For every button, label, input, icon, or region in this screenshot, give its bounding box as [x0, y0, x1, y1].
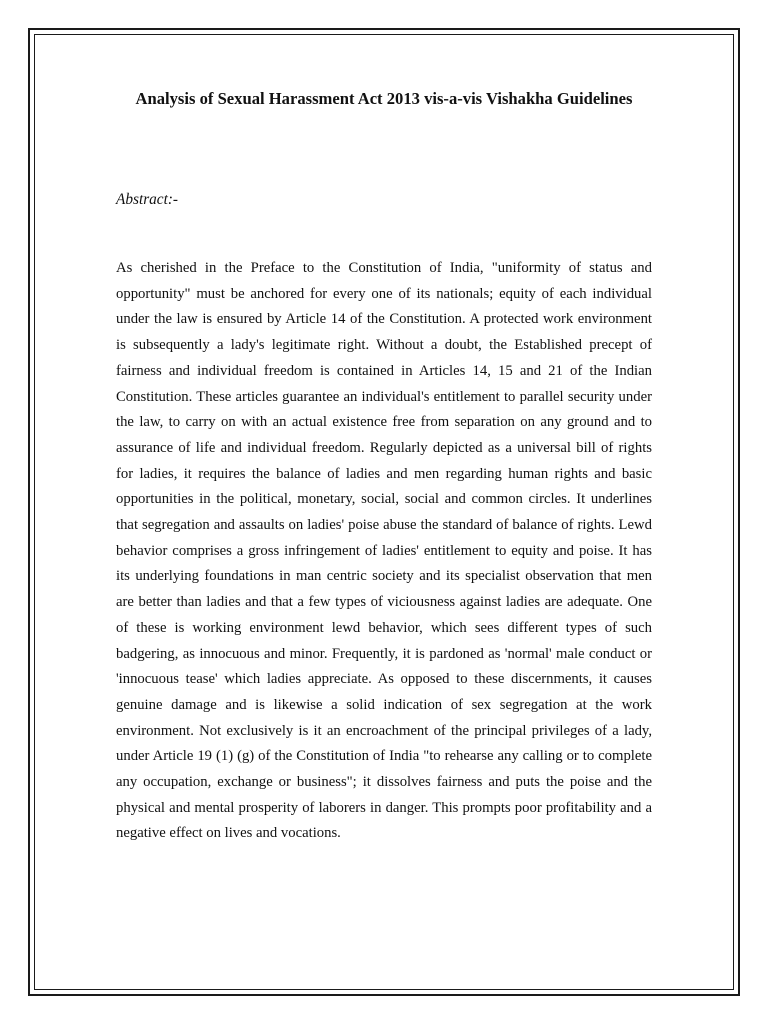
- abstract-heading: Abstract:-: [116, 191, 179, 208]
- abstract-paragraph: As cherished in the Preface to the Constitution of India, "uniformity of status and opportunity" must be anchored for every one of its nationals; equity of each individual under the law is ensured by Article 14 of the Constitution. A protected work environment is subsequently a lady's legitimate right. Without a doubt, the Established precept of fairness and individual freedom is contained in Articles 14, 15 and 21 of the Indian Constitution. These articles guarantee an individual's entitlement to parallel security under the law, to carry on with an actual existence free from separation on any ground and to assurance of life and individual freedom. Regularly depicted as a universal bill of rights for ladies, it requires the balance of ladies and men regarding human rights and basic opportunities in the political, monetary, social, social and common circles. It underlines that segregation and assaults on ladies' poise abuse the standard of balance of rights. Lewd behavior comprises a gross infringement of ladies' entitlement to equity and poise. It has its underlying foundations in man centric society and its specialist observation that men are better than ladies and that a few types of viciousness against ladies are adequate. One of these is working environment lewd behavior, which sees different types of such badgering, as innocuous and minor. Frequently, it is pardoned as 'normal' male conduct or 'innocuous tease' which ladies appreciate. As opposed to these discernments, it causes genuine damage and is likewise a solid indication of sex segregation at the work environment. Not exclusively is it an encroachment of the principal privileges of a lady, under Article 19 (1) (g) of the Constitution of India "to rehearse any calling or to complete any occupation, exchange or business"; it dissolves fairness and puts the poise and the physical and mental prosperity of laborers in danger. This prompts poor profitability and a negative effect on lives and vocations.: [116, 260, 652, 842]
- document-title: Analysis of Sexual Harassment Act 2013 vis-a-vis Vishakha Guidelines: [135, 89, 633, 108]
